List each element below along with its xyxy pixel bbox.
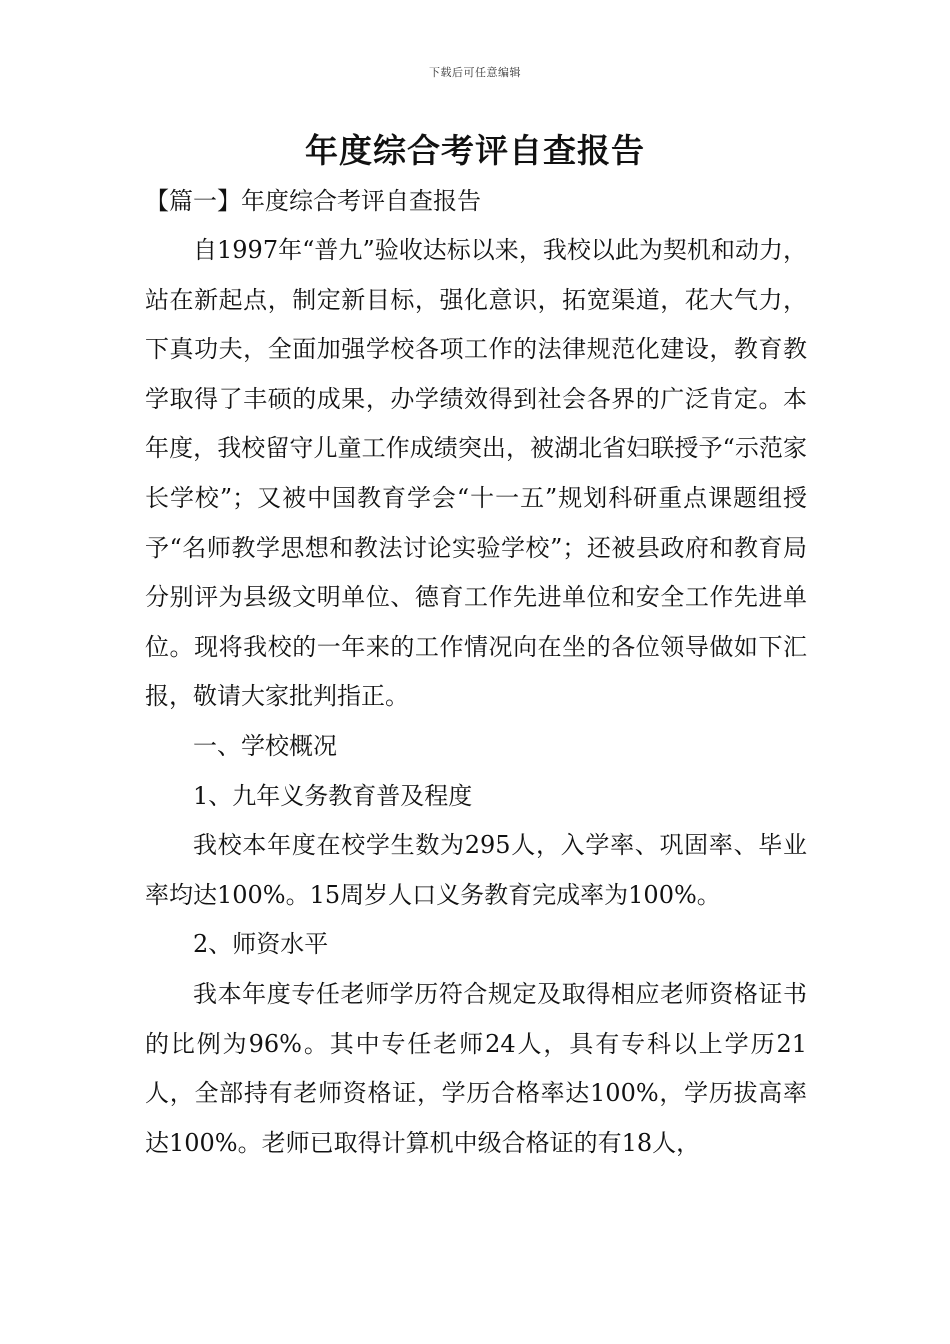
subheading-teacher-level: 2、师资水平 [193, 930, 329, 959]
section-heading: 【篇一】年度综合考评自查报告 [145, 187, 481, 215]
document-body [145, 226, 807, 1168]
paragraph-enrollment: 我校本年度在校学生数为295人，入学率、巩固率、毕业率均达100%。15周岁人口义务教育完成率为100%。 [145, 831, 807, 909]
paragraph-teachers: 我本年度专任老师学历符合规定及取得相应老师资格证书的比例为96%。其中专任老师24人，具有专科以上学历21人，全部持有老师资格证，学历合格率达100%，学历拔高率达100%。老师已取得计算机中级合格证的有18人， [145, 979, 807, 1157]
heading-school-overview: 一、学校概况 [193, 731, 337, 760]
header-note: 下载后可任意编辑 [429, 66, 521, 79]
paragraph-intro: 自1997年“普九”验收达标以来，我校以此为契机和动力，站在新起点，制定新目标，强化意识，拓宽渠道，花大气力，下真功夫，全面加强学校各项工作的法律规范化建设，教育教学取得了丰硕的成果，办学绩效得到社会各界的广泛肯定。本年度，我校留守儿童工作成绩突出，被湖北省妇联授予“示范家长学校”；又被中国教育学会“十一五”规划科研重点课题组授予“名师教学思想和教法讨论实验学校”；还被县政府和教育局分别评为县级文明单位、德育工作先进单位和安全工作先进单位。现将我校的一年来的工作情况向在坐的各位领导做如下汇报，敬请大家批判指正。 [145, 236, 807, 711]
document-title: 年度综合考评自查报告 [305, 131, 645, 170]
subheading-compulsory-education: 1、九年义务教育普及程度 [193, 781, 473, 810]
